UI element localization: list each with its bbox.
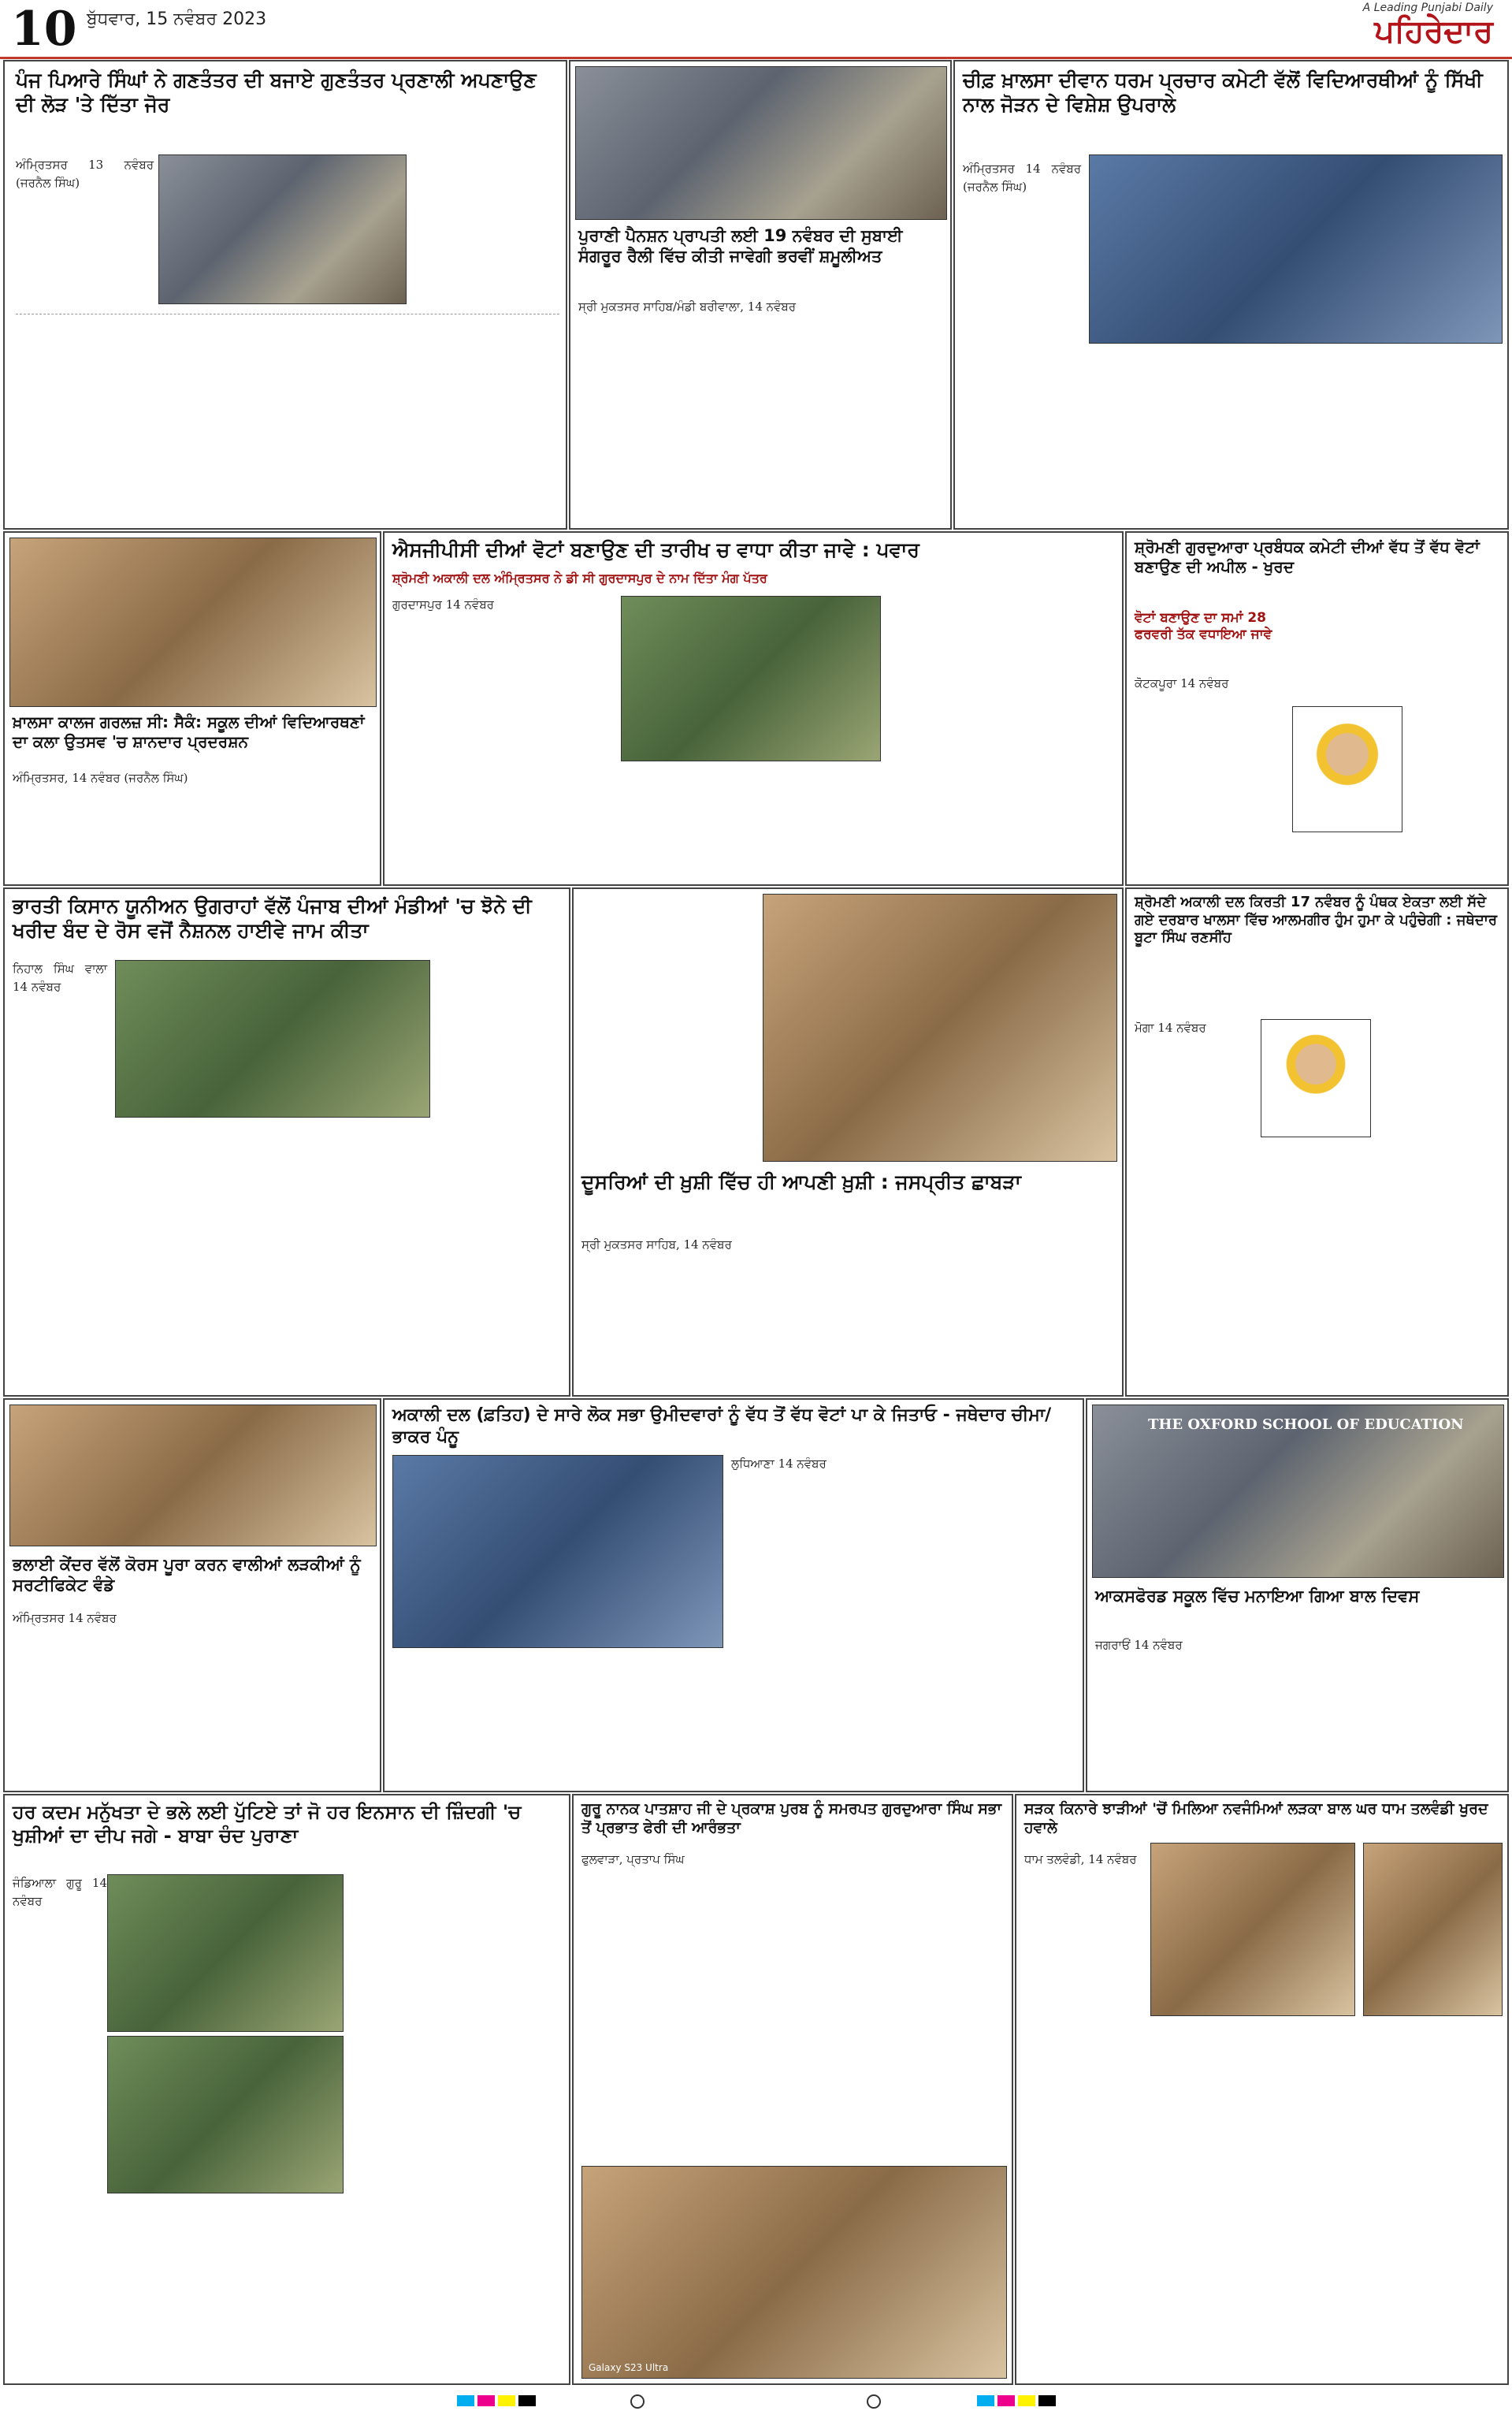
article-headline: ਗੁਰੂ ਨਾਨਕ ਪਾਤਸ਼ਾਹ ਜੀ ਦੇ ਪ੍ਰਕਾਸ਼ ਪੁਰਬ ਨੂੰ ਸਮਰਪਤ ਗੁਰਦੁਆਰਾ ਸਿੰਘ ਸਭਾ ਤੋਂ ਪ੍ਰਭਾਤ ਫੇਰੀ ਦੀ ਆਰੰਭਤਾ <box>581 1800 1002 1836</box>
article-dateline: ਜਗਰਾਓਂ 14 ਨਵੰਬਰ <box>1095 1638 1183 1652</box>
article-headline: ਹਰ ਕਦਮ ਮਨੁੱਖਤਾ ਦੇ ਭਲੇ ਲਈ ਪੁੱਟਿਏ ਤਾਂ ਜੋ ਹਰ ਇਨਸਾਨ ਦੀ ਜ਼ਿੰਦਗੀ 'ਚ ਖੁਸ਼ੀਆਂ ਦਾ ਦੀਪ ਜਗੇ - ਬਾਬਾ ਚੰਦ ਪੁਰਾਣਾ <box>13 1801 522 1847</box>
black-swatch <box>1038 2395 1056 2406</box>
article-newborn-found <box>1015 1794 1509 2385</box>
article-dateline: ਅੰਮ੍ਰਿਤਸਰ 14 ਨਵੰਬਰ <box>13 1611 117 1625</box>
article-kicker: ਵੋਟਾਂ ਬਣਾਉਣ ਦਾ ਸਮਾਂ 28 ਫਰਵਰੀ ਤੱਕ ਵਧਾਇਆ ਜਾਵੇ <box>1135 610 1272 643</box>
article-dateline: ਸ੍ਰੀ ਮੁਕਤਸਰ ਸਾਹਿਬ/ਮੰਡੀ ਬਰੀਵਾਲਾ, 14 ਨਵੰਬਰ <box>578 300 797 314</box>
article-baba-chand-purana <box>3 1794 570 2385</box>
article-photo <box>621 596 881 761</box>
article-dateline: ਗੁਰਦਾਸਪੁਰ 14 ਨਵੰਬਰ <box>392 597 494 612</box>
school-banner: THE OXFORD SCHOOL OF EDUCATION <box>1148 1416 1464 1433</box>
article-headline: ਭਾਰਤੀ ਕਿਸਾਨ ਯੂਨੀਅਨ ਉਗਰਾਹਾਂ ਵੱਲੋਂ ਪੰਜਾਬ ਦੀਆਂ ਮੰਡੀਆਂ 'ਚ ਝੋਨੇ ਦੀ ਖਰੀਦ ਬੰਦ ਦੇ ਰੋਸ ਵਜੋਂ ਨੈਸ਼ਨਲ ਹਾਈਵੇ ਜਾਮ ਕੀਤਾ <box>13 895 532 943</box>
article-headline: ਪੰਜ ਪਿਆਰੇ ਸਿੰਘਾਂ ਨੇ ਗਣਤੰਤਰ ਦੀ ਬਜਾਏ ਗੁਣਤੰਤਰ ਪ੍ਰਣਾਲੀ ਅਪਣਾਉਣ ਦੀ ਲੋੜ 'ਤੇ ਦਿੱਤਾ ਜੋਰ <box>16 69 537 117</box>
print-registration-bar <box>0 2391 1512 2411</box>
article-bku-ugrahan <box>3 887 570 1397</box>
article-panj-piare <box>3 60 567 530</box>
article-photo <box>9 538 377 707</box>
article-photo <box>115 960 430 1118</box>
yellow-swatch <box>1018 2395 1035 2406</box>
paper-tagline: A Leading Punjabi Daily <box>1362 2 1493 14</box>
article-prabhat-pheri <box>572 1794 1013 2385</box>
magenta-swatch <box>997 2395 1015 2406</box>
article-headline: ਭਲਾਈ ਕੇਂਦਰ ਵੱਲੋਂ ਕੋਰਸ ਪੂਰਾ ਕਰਨ ਵਾਲੀਆਂ ਲੜਕੀਆਂ ਨੂੰ ਸਰਟੀਫਿਕੇਟ ਵੰਡੇ <box>13 1555 361 1595</box>
paper-name: ਪਹਿਰੇਦਾਰ <box>1374 13 1493 50</box>
article-chief-khalsa-diwan <box>953 60 1509 530</box>
issue-date: ਬੁੱਧਵਾਰ, 15 ਨਵੰਬਰ 2023 <box>87 9 267 29</box>
registration-mark <box>630 2394 645 2409</box>
article-dateline: ਧਾਮ ਤਲਵੰਡੀ, 14 ਨਵੰਬਰ <box>1024 1852 1137 1866</box>
article-jaspreet-chhabra <box>572 887 1124 1397</box>
article-sgpc-votes-pawar <box>383 531 1124 886</box>
article-sgpc-votes-khurd <box>1125 531 1509 886</box>
article-headline: ਸੜਕ ਕਿਨਾਰੇ ਝਾੜੀਆਂ 'ਚੋਂ ਮਿਲਿਆ ਨਵਜੰਮਿਆਂ ਲੜਕਾ ਬਾਲ ਘਰ ਧਾਮ ਤਲਵੰਡੀ ਖੁਰਦ ਹਵਾਲੇ <box>1024 1800 1488 1836</box>
article-photo-2 <box>107 2036 344 2193</box>
article-pension-rally <box>569 60 952 530</box>
article-headline: ਪੁਰਾਣੀ ਪੈਨਸ਼ਨ ਪ੍ਰਾਪਤੀ ਲਈ 19 ਨਵੰਬਰ ਦੀ ਸੁਬਾਈ ਸੰਗਰੂਰ ਰੈਲੀ ਵਿੱਚ ਕੀਤੀ ਜਾਵੇਗੀ ਭਰਵੀਂ ਸ਼ਮੂਲੀਅਤ <box>578 226 903 266</box>
article-akali-dal-fateh <box>383 1398 1084 1792</box>
article-photo <box>158 154 407 304</box>
article-photo <box>581 2166 1007 2379</box>
article-photo <box>1261 1019 1371 1137</box>
article-dateline: ਅੰਮ੍ਰਿਤਸਰ 13 ਨਵੰਬਰ (ਜਰਨੈਲ ਸਿੰਘ) <box>16 158 154 191</box>
article-photo <box>107 1874 344 2032</box>
black-swatch <box>518 2395 536 2406</box>
article-photo <box>392 1455 723 1648</box>
article-headline: ਦੂਸਰਿਆਂ ਦੀ ਖ਼ੁਸ਼ੀ ਵਿੱਚ ਹੀ ਆਪਣੀ ਖ਼ੁਸ਼ੀ : ਜਸਪ੍ਰੀਤ ਛਾਬੜਾ <box>581 1170 1021 1193</box>
article-khalsa-college-girls <box>3 531 381 886</box>
article-akali-dal-kirti <box>1125 887 1509 1397</box>
article-photo <box>1292 706 1402 832</box>
article-photo <box>1092 1405 1504 1578</box>
article-dateline: ਅੰਮ੍ਰਿਤਸਰ 14 ਨਵੰਬਰ (ਜਰਨੈਲ ਸਿੰਘ) <box>963 162 1081 195</box>
registration-mark <box>867 2394 881 2409</box>
article-headline: ਆਕਸਫੋਰਡ ਸਕੂਲ ਵਿੱਚ ਮਨਾਇਆ ਗਿਆ ਬਾਲ ਦਿਵਸ <box>1095 1587 1420 1605</box>
article-dateline: ਫੁਲਵਾੜਾ, ਪ੍ਰਤਾਪ ਸਿੰਘ <box>581 1852 685 1866</box>
page-number: 10 <box>11 2 77 57</box>
article-headline: ਖ਼ਾਲਸਾ ਕਾਲਜ ਗਰਲਜ਼ ਸੀ: ਸੈਕੰ: ਸਕੂਲ ਦੀਆਂ ਵਿਦਿਆਰਥਣਾਂ ਦਾ ਕਲਾ ਉਤਸਵ 'ਚ ਸ਼ਾਨਦਾਰ ਪ੍ਰਦਰਸ਼ਨ <box>13 713 365 751</box>
article-dateline: ਸ੍ਰੀ ਮੁਕਤਸਰ ਸਾਹਿਬ, 14 ਨਵੰਬਰ <box>581 1237 732 1252</box>
article-photo <box>575 66 947 220</box>
article-headline: ਸ਼੍ਰੋਮਣੀ ਅਕਾਲੀ ਦਲ ਕਿਰਤੀ 17 ਨਵੰਬਰ ਨੂੰ ਪੰਥਕ ਏਕਤਾ ਲਈ ਸੱਦੇ ਗਏ ਦਰਬਾਰ ਖਾਲਸਾ ਵਿੱਚ ਆਲਮਗੀਰ ਹੁੰਮ ਹੁਮਾ ਕੇ ਪਹੁੰਚੇਗੀ : ਜਥੇਦਾਰ ਬੂਟਾ ਸਿੰਘ ਰਣਸੀਂਹ <box>1135 894 1498 946</box>
article-dateline: ਮੋਗਾ 14 ਨਵੰਬਰ <box>1135 1021 1206 1035</box>
article-body <box>16 314 559 519</box>
photo-watermark: Galaxy S23 Ultra <box>589 2362 669 2373</box>
article-photo <box>9 1405 377 1546</box>
article-headline: ਐਸਜੀਪੀਸੀ ਦੀਆਂ ਵੋਟਾਂ ਬਣਾਉਣ ਦੀ ਤਾਰੀਖ ਚ ਵਾਧਾ ਕੀਤਾ ਜਾਵੇ : ਪਵਾਰ <box>392 538 919 561</box>
cyan-swatch <box>457 2395 474 2406</box>
article-dateline: ਲੁਧਿਆਣਾ 14 ਨਵੰਬਰ <box>731 1457 827 1471</box>
article-dateline: ਅੰਮ੍ਰਿਤਸਰ, 14 ਨਵੰਬਰ (ਜਰਨੈਲ ਸਿੰਘ) <box>13 771 188 785</box>
masthead <box>0 0 1512 59</box>
article-headline: ਚੀਫ਼ ਖ਼ਾਲਸਾ ਦੀਵਾਨ ਧਰਮ ਪ੍ਰਚਾਰ ਕਮੇਟੀ ਵੱਲੋਂ ਵਿਦਿਆਰਥੀਆਂ ਨੂੰ ਸਿੱਖੀ ਨਾਲ ਜੋੜਨ ਦੇ ਵਿਸ਼ੇਸ਼ ਉਪਰਾਲੇ <box>963 69 1483 117</box>
article-photo-2 <box>1363 1843 1503 2016</box>
article-headline: ਅਕਾਲੀ ਦਲ (ਫ਼ਤਿਹ) ਦੇ ਸਾਰੇ ਲੋਕ ਸਭਾ ਉਮੀਦਵਾਰਾਂ ਨੂੰ ਵੱਧ ਤੋਂ ਵੱਧ ਵੋਟਾਂ ਪਾ ਕੇ ਜਿਤਾਓ - ਜਥੇਦਾਰ ਚੀਮਾ/ਭਾਕਰ ਪੰਨੂ <box>392 1405 1052 1447</box>
article-dateline: ਜੰਡਿਆਲਾ ਗੁਰੂ 14 ਨਵੰਬਰ <box>13 1876 107 1909</box>
article-dateline: ਨਿਹਾਲ ਸਿੰਘ ਵਾਲਾ 14 ਨਵੰਬਰ <box>13 962 107 995</box>
article-oxford-school <box>1086 1398 1509 1792</box>
article-headline: ਸ਼੍ਰੋਮਣੀ ਗੁਰਦੁਆਰਾ ਪ੍ਰਬੰਧਕ ਕਮੇਟੀ ਦੀਆਂ ਵੱਧ ਤੋਂ ਵੱਧ ਵੋਟਾਂ ਬਣਾਉਣ ਦੀ ਅਪੀਲ - ਖੁਰਦ <box>1135 538 1480 576</box>
yellow-swatch <box>498 2395 515 2406</box>
article-photo <box>763 894 1117 1162</box>
article-kicker: ਸ਼੍ਰੋਮਣੀ ਅਕਾਲੀ ਦਲ ਅੰਮ੍ਰਿਤਸਰ ਨੇ ਡੀ ਸੀ ਗੁਰਦਾਸਪੁਰ ਦੇ ਨਾਮ ਦਿੱਤਾ ਮੰਗ ਪੱਤਰ <box>392 571 767 586</box>
magenta-swatch <box>477 2395 495 2406</box>
article-photo <box>1089 154 1503 344</box>
article-bhalai-kendar <box>3 1398 381 1792</box>
cyan-swatch <box>977 2395 994 2406</box>
article-photo <box>1150 1843 1355 2016</box>
article-dateline: ਕੋਟਕਪੂਰਾ 14 ਨਵੰਬਰ <box>1135 676 1229 690</box>
